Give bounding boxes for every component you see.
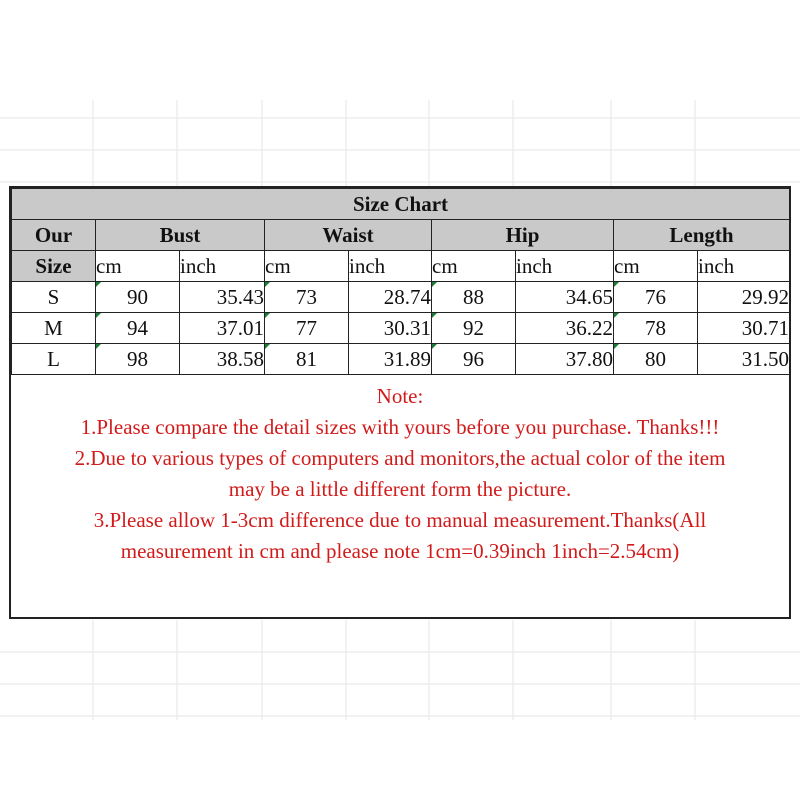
size-s: S	[12, 282, 96, 313]
table-row	[12, 344, 790, 375]
table-row	[12, 313, 790, 344]
length-header: Length	[614, 220, 790, 251]
value-cell: 30.71	[698, 313, 790, 344]
note-line: 2.Due to various types of computers and monitors,the actual color of the item	[74, 446, 726, 470]
notes-section	[11, 381, 789, 567]
value-cell: 77	[265, 313, 349, 344]
note-line: 1.Please compare the detail sizes with yours before you purchase. Thanks!!!	[80, 415, 720, 439]
waist-unit-cm: cm	[265, 251, 349, 282]
hip-unit-cm: cm	[432, 251, 516, 282]
title-row	[12, 189, 790, 220]
value-cell: 94	[96, 313, 180, 344]
value-cell: 88	[432, 282, 516, 313]
waist-header: Waist	[265, 220, 432, 251]
hip-unit-inch: inch	[516, 251, 614, 282]
value-cell: 80	[614, 344, 698, 375]
value-cell: 92	[432, 313, 516, 344]
bust-unit-inch: inch	[180, 251, 265, 282]
note-line: may be a little different form the picture.	[228, 477, 572, 501]
value-cell: 98	[96, 344, 180, 375]
value-cell: 90	[96, 282, 180, 313]
note-line: measurement in cm and please note 1cm=0.39inch 1inch=2.54cm)	[120, 539, 680, 563]
value-cell: 96	[432, 344, 516, 375]
measure-header-row	[12, 220, 790, 251]
unit-header-row	[12, 251, 790, 282]
value-cell: 31.89	[349, 344, 432, 375]
value-cell: 31.50	[698, 344, 790, 375]
table-row	[12, 282, 790, 313]
size-header-bottom: Size	[12, 251, 96, 282]
value-cell: 76	[614, 282, 698, 313]
value-cell: 30.31	[349, 313, 432, 344]
note-heading: Note:	[376, 384, 424, 408]
value-cell: 34.65	[516, 282, 614, 313]
value-cell: 29.92	[698, 282, 790, 313]
value-cell: 37.01	[180, 313, 265, 344]
size-l: L	[12, 344, 96, 375]
chart-title: Size Chart	[12, 189, 790, 220]
bust-header: Bust	[96, 220, 265, 251]
value-cell: 73	[265, 282, 349, 313]
value-cell: 37.80	[516, 344, 614, 375]
bust-unit-cm: cm	[96, 251, 180, 282]
value-cell: 36.22	[516, 313, 614, 344]
value-cell: 28.74	[349, 282, 432, 313]
hip-header: Hip	[432, 220, 614, 251]
value-cell: 81	[265, 344, 349, 375]
value-cell: 35.43	[180, 282, 265, 313]
note-line: 3.Please allow 1-3cm difference due to manual measurement.Thanks(All	[93, 508, 707, 532]
length-unit-cm: cm	[614, 251, 698, 282]
size-table	[11, 188, 790, 375]
waist-unit-inch: inch	[349, 251, 432, 282]
length-unit-inch: inch	[698, 251, 790, 282]
size-header-top: Our	[12, 220, 96, 251]
value-cell: 38.58	[180, 344, 265, 375]
size-chart	[9, 186, 791, 619]
value-cell: 78	[614, 313, 698, 344]
size-m: M	[12, 313, 96, 344]
